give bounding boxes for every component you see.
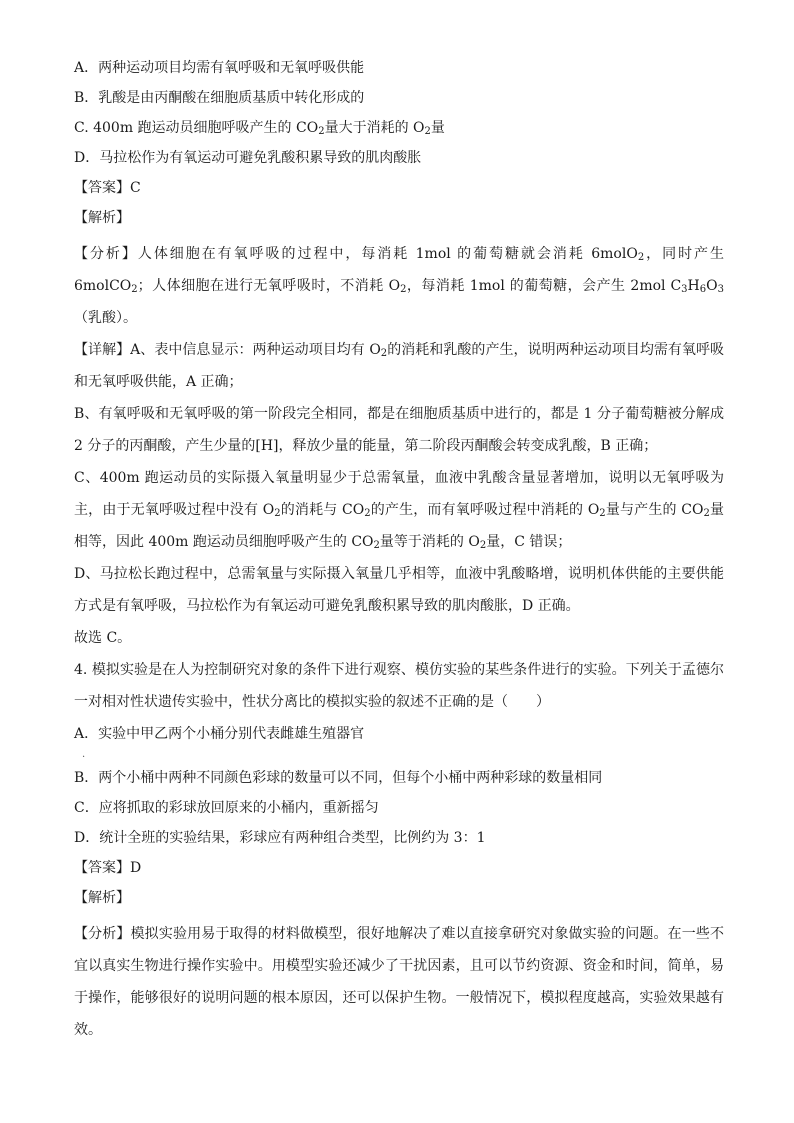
text-run: 2 (400, 284, 407, 295)
q4-stem: 4. 模拟实验是在人为控制研究对象的条件下进行观察、模仿实验的某些条件进行的实验。下列关于孟德尔一对相对性状遗传实验中，性状分离比的模拟实验的叙述不正确的是（ ） (74, 662, 724, 710)
q3-xiangjie-b (74, 398, 724, 462)
answer-tag: 【答案】 (74, 180, 130, 196)
text-run: 2 (131, 284, 138, 295)
q4-analysis-heading: 【解析】 (74, 890, 130, 906)
text-run: 2 (380, 348, 388, 359)
text-run: H (687, 278, 700, 294)
q3-xiangjie-c (74, 462, 724, 558)
answer-value: C (130, 180, 141, 196)
q4-option-c: C．应将抓取的彩球放回原来的小桶内，重新摇匀 (74, 800, 379, 816)
q3-analysis-heading: 【解析】 (74, 210, 130, 226)
text-run: 2 (637, 252, 645, 263)
text-run: （乳酸）。 (74, 310, 137, 326)
text-run: 量与产生的 CO (605, 502, 704, 518)
text-run: ，同时产生 6molCO (74, 246, 724, 294)
text-run: 3 (717, 284, 724, 295)
text-run: 2 (364, 508, 371, 519)
text-run: 量，C 错误； (486, 534, 572, 550)
q3-xiangjie-d (74, 558, 724, 622)
q3-option-c: C. 400m 跑运动员细胞呼吸产生的 $CO_2$量大于消耗的 $O_2$量 (74, 120, 445, 137)
text-run: B、有氧呼吸和无氧呼吸的第一阶段完全相同，都是在细胞质基质中进行的，都是 1 分子葡萄糖被分解成 2 分子的丙酮酸，产生少量的[H]，释放少量的能量，第二阶段丙酮酸会转变成乳酸，B 正确； (74, 406, 724, 454)
q3-answer (74, 178, 724, 198)
text-run: 的消耗与 CO (280, 502, 365, 518)
text-run: D、马拉松长跑过程中，总需氧量与实际摄入氧量几乎相等，血液中乳酸略增，说明机体供能的主要供能方式是有氧呼吸，马拉松作为有氧运动可避免乳酸积累导致的肌肉酸胀，D 正确。 (74, 566, 724, 614)
text-run: 量相等，因此 400m 跑运动员细胞呼吸产生的 CO (74, 502, 725, 550)
text-run: 2 (703, 508, 710, 519)
q4-option-b: B．两个小桶中两种不同颜色彩球的数量可以不同，但每个小桶中两种彩球的数量相同 (74, 770, 603, 786)
answer-value: D (130, 860, 142, 876)
text-run: 3 (681, 284, 688, 295)
q3-option-a: A．两种运动项目均需有氧呼吸和无氧呼吸供能 (74, 60, 365, 76)
text-run: 2 (479, 540, 487, 551)
q4-fenxi-paragraph: 【分析】模拟实验用易于取得的材料做模型，很好地解决了难以直接拿研究对象做实验的问题。在一些不宜以真实生物进行操作实验中。用模型实验还减少了干扰因素，且可以节约资源、资金和时间，简单，易于操作，能够很好的说明问题的根本原因，还可以保护生物。一般情况下，模拟程度越高，实验效果越有效。 (74, 926, 725, 1038)
q3-conclusion: 故选 C。 (74, 630, 132, 646)
text-run: 的产生，而有氧呼吸过程中消耗的 O (370, 502, 600, 518)
text-run: 2 (274, 508, 281, 519)
text-run: ；人体细胞在进行无氧呼吸时，不消耗 O (137, 278, 401, 294)
q3-option-d: D．马拉松作为有氧运动可避免乳酸积累导致的肌肉酸胀 (74, 150, 422, 166)
q4-option-a: A．实验中甲乙两个小桶分别代表雌雄生殖器官 (74, 726, 365, 742)
q3-fenxi-body (74, 246, 724, 326)
text-run: ，每消耗 1mol 的葡萄糖，会产生 2mol C (406, 278, 682, 294)
stray-dot: . (82, 749, 86, 760)
text-run: A、表中信息显示：两种运动项目均有 O (130, 342, 381, 358)
text-run: C、400m 跑运动员的实际摄入氧量明显少于总需氧量，血液中乳酸含量显著增加，说明以无氧呼吸为主，由于无氧呼吸过程中没有 O (74, 470, 724, 518)
q3-option-b: B．乳酸是由丙酮酸在细胞质基质中转化形成的 (74, 90, 365, 106)
q3-xiangjie-a: 【详解】A、表中信息显示：两种运动项目均有 $O_2$的消耗和乳酸的产生，说明两种运动项目均需有氧呼吸和无氧呼吸供能，A 正确； (74, 342, 724, 390)
text-run: 6 (699, 284, 707, 295)
q4-answer (74, 858, 724, 878)
text-run: 2 (373, 540, 380, 551)
text-run: 2 (599, 508, 606, 519)
text-run: 人体细胞在有氧呼吸的过程中，每消耗 1mol 的葡萄糖就会消耗 6molO (137, 246, 638, 262)
text-run: O (706, 278, 718, 294)
text-run: 量等于消耗的 O (379, 534, 480, 550)
text-run: 的消耗和乳酸的产生，说明两种运动项目均需有氧呼吸和无氧呼吸供能，A 正确； (74, 342, 724, 390)
document-page (74, 58, 724, 1046)
answer-tag: 【答案】 (74, 860, 130, 876)
q4-option-d: D．统计全班的实验结果，彩球应有两种组合类型，比例约为 3：1 (74, 830, 486, 846)
q3-fenxi-paragraph: 【分析】人体细胞在有氧呼吸的过程中，每消耗 1mol 的葡萄糖就会消耗 6molO$_2$，同时产生 6molCO$_2$；人体细胞在进行无氧呼吸时，不消耗 $O_2$，每消耗 1mol 的葡萄糖，会产生 2mol $C_3H_6O_3$（乳酸）。 (74, 246, 724, 326)
